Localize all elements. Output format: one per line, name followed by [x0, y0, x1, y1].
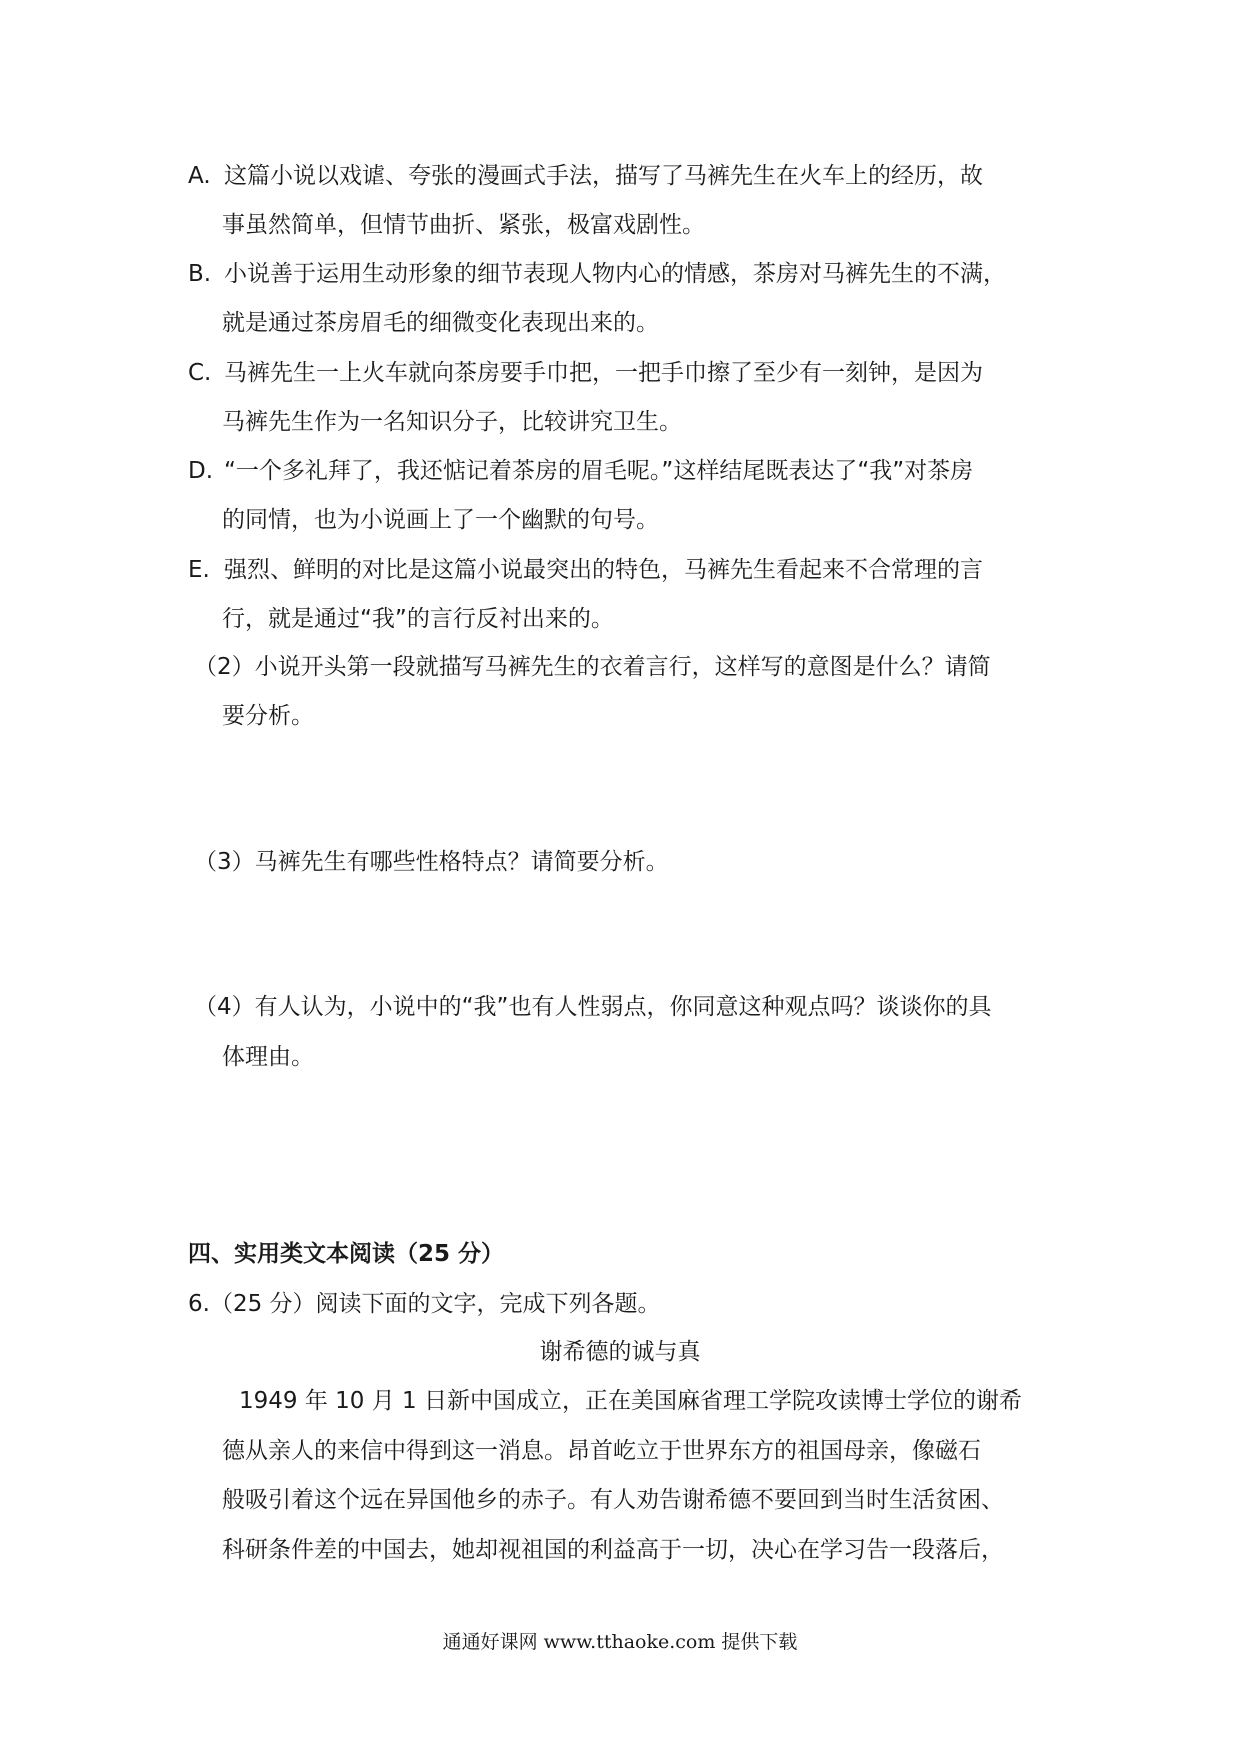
article-paragraph-line1: 1949 年 10 月 1 日新中国成立，正在美国麻省理工学院攻读博士学位的谢希	[239, 1388, 1022, 1414]
article-paragraph-line2: 德从亲人的来信中得到这一消息。昂首屹立于世界东方的祖国母亲，像磁石	[222, 1438, 981, 1464]
question-2: （2）小说开头第一段就描写马裤先生的衣着言行，这样写的意图是什么？请简	[194, 654, 991, 680]
article-title: 谢希德的诚与真	[539, 1339, 701, 1365]
option-b-line1	[188, 258, 1006, 290]
question-3: （3）马裤先生有哪些性格特点？请简要分析。	[194, 849, 669, 875]
option-a-line1	[188, 160, 983, 192]
section-heading: 四、实用类文本阅读（25 分）	[188, 1241, 505, 1267]
question-4-cont: 体理由。	[222, 1044, 314, 1070]
option-c-line2: 马裤先生作为一名知识分子，比较讲究卫生。	[222, 409, 682, 435]
option-b-letter: B.	[188, 261, 212, 287]
option-a-text: 这篇小说以戏谑、夸张的漫画式手法，描写了马裤先生在火车上的经历，故	[224, 163, 983, 189]
article-paragraph-line3: 般吸引着这个远在异国他乡的赤子。有人劝告谢希德不要回到当时生活贫困、	[222, 1487, 1004, 1513]
option-b-text: 小说善于运用生动形象的细节表现人物内心的情感，茶房对马裤先生的不满，	[224, 261, 1006, 287]
option-e-line1	[188, 554, 983, 586]
option-d-letter: D.	[188, 458, 214, 484]
option-c-text: 马裤先生一上火车就向茶房要手巾把，一把手巾擦了至少有一刻钟，是因为	[224, 360, 983, 386]
option-c-line1	[188, 357, 983, 389]
option-b-line2: 就是通过茶房眉毛的细微变化表现出来的。	[222, 310, 659, 336]
option-c-letter: C.	[188, 360, 212, 386]
page-footer: 通通好课网 www.tthaoke.com 提供下载	[442, 1631, 798, 1653]
question-2-cont: 要分析。	[222, 703, 314, 729]
question-4: （4）有人认为，小说中的“我”也有人性弱点，你同意这种观点吗？谈谈你的具	[194, 994, 992, 1020]
article-paragraph-line4: 科研条件差的中国去，她却视祖国的利益高于一切，决心在学习告一段落后，	[222, 1537, 1004, 1563]
option-d-line1	[188, 455, 973, 487]
option-d-text: “一个多礼拜了，我还惦记着茶房的眉毛呢。”这样结尾既表达了“我”对茶房	[224, 458, 974, 484]
option-e-text: 强烈、鲜明的对比是这篇小说最突出的特色，马裤先生看起来不合常理的言	[224, 557, 983, 583]
option-e-line2: 行，就是通过“我”的言行反衬出来的。	[222, 606, 614, 632]
option-a-letter: A.	[188, 163, 211, 189]
question-6: 6.（25 分）阅读下面的文字，完成下列各题。	[188, 1291, 661, 1317]
option-e-letter: E.	[188, 557, 210, 583]
option-a-line2: 事虽然简单，但情节曲折、紧张，极富戏剧性。	[222, 212, 705, 238]
option-d-line2: 的同情，也为小说画上了一个幽默的句号。	[222, 507, 659, 533]
